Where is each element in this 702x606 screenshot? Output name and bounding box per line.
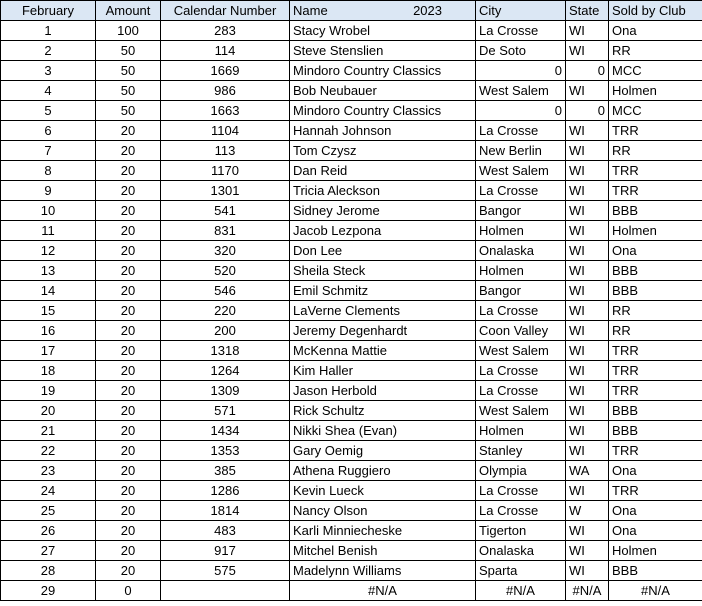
cell-sold-by-club[interactable]: BBB (609, 421, 702, 441)
cell-calendar-number[interactable]: 1264 (161, 361, 290, 381)
cell-city[interactable]: #N/A (476, 581, 566, 601)
cell-name[interactable]: Nancy Olson (290, 501, 476, 521)
cell-february[interactable]: 6 (1, 121, 96, 141)
cell-city[interactable]: De Soto (476, 41, 566, 61)
table-row (1, 461, 702, 481)
header-amount[interactable]: Amount (96, 1, 161, 21)
cell-february[interactable]: 9 (1, 181, 96, 201)
cell-sold-by-club[interactable]: Ona (609, 21, 702, 41)
cell-state[interactable]: W (566, 501, 609, 521)
cell-state[interactable]: WI (566, 381, 609, 401)
table-row (1, 201, 702, 221)
table-row (1, 361, 702, 381)
cell-february[interactable]: 22 (1, 441, 96, 461)
cell-amount[interactable]: 50 (96, 81, 161, 101)
cell-name[interactable]: #N/A (290, 581, 476, 601)
cell-name[interactable]: Tom Czysz (290, 141, 476, 161)
cell-sold-by-club[interactable]: RR (609, 141, 702, 161)
cell-calendar-number[interactable]: 1104 (161, 121, 290, 141)
cell-sold-by-club[interactable]: BBB (609, 201, 702, 221)
cell-february[interactable]: 10 (1, 201, 96, 221)
cell-city[interactable]: Olympia (476, 461, 566, 481)
cell-amount[interactable]: 20 (96, 461, 161, 481)
header-february[interactable]: February (1, 1, 96, 21)
cell-state[interactable]: WI (566, 41, 609, 61)
cell-february[interactable]: 2 (1, 41, 96, 61)
table-row (1, 561, 702, 581)
cell-sold-by-club[interactable]: Ona (609, 241, 702, 261)
table-row (1, 221, 702, 241)
cell-name[interactable]: Jason Herbold (290, 381, 476, 401)
cell-state[interactable]: WI (566, 321, 609, 341)
cell-city[interactable]: La Crosse (476, 481, 566, 501)
cell-calendar-number[interactable]: 1170 (161, 161, 290, 181)
cell-amount[interactable]: 20 (96, 201, 161, 221)
header-row (1, 1, 702, 21)
cell-city[interactable]: La Crosse (476, 301, 566, 321)
cell-february[interactable]: 19 (1, 381, 96, 401)
table-row (1, 421, 702, 441)
cell-sold-by-club[interactable]: TRR (609, 161, 702, 181)
cell-amount[interactable]: 20 (96, 481, 161, 501)
cell-calendar-number[interactable]: 320 (161, 241, 290, 261)
cell-amount[interactable]: 20 (96, 361, 161, 381)
cell-city[interactable]: Stanley (476, 441, 566, 461)
cell-name[interactable]: Sidney Jerome (290, 201, 476, 221)
table-row (1, 21, 702, 41)
cell-name[interactable]: Madelynn Williams (290, 561, 476, 581)
cell-city[interactable]: 0 (476, 61, 566, 81)
cell-calendar-number[interactable]: 520 (161, 261, 290, 281)
cell-city[interactable]: La Crosse (476, 381, 566, 401)
cell-state[interactable]: WI (566, 341, 609, 361)
cell-city[interactable]: 0 (476, 101, 566, 121)
cell-state[interactable]: WI (566, 561, 609, 581)
header-year: 2023 (413, 3, 442, 18)
cell-name[interactable]: Sheila Steck (290, 261, 476, 281)
cell-state[interactable]: WI (566, 141, 609, 161)
table-row (1, 521, 702, 541)
cell-city[interactable]: West Salem (476, 401, 566, 421)
cell-february[interactable]: 4 (1, 81, 96, 101)
cell-amount[interactable]: 100 (96, 21, 161, 41)
cell-state[interactable]: WI (566, 121, 609, 141)
table-row (1, 501, 702, 521)
cell-february[interactable]: 5 (1, 101, 96, 121)
cell-amount[interactable]: 20 (96, 141, 161, 161)
cell-sold-by-club[interactable]: BBB (609, 401, 702, 421)
cell-sold-by-club[interactable]: Ona (609, 521, 702, 541)
cell-amount[interactable]: 20 (96, 161, 161, 181)
cell-calendar-number[interactable]: 1814 (161, 501, 290, 521)
cell-calendar-number[interactable]: 483 (161, 521, 290, 541)
cell-name[interactable]: Jeremy Degenhardt (290, 321, 476, 341)
cell-february[interactable]: 14 (1, 281, 96, 301)
cell-calendar-number[interactable]: 283 (161, 21, 290, 41)
cell-sold-by-club[interactable]: Holmen (609, 221, 702, 241)
cell-calendar-number[interactable]: 1434 (161, 421, 290, 441)
cell-february[interactable]: 13 (1, 261, 96, 281)
cell-calendar-number[interactable]: 114 (161, 41, 290, 61)
cell-sold-by-club[interactable]: BBB (609, 561, 702, 581)
cell-amount[interactable]: 20 (96, 181, 161, 201)
cell-city[interactable]: Bangor (476, 201, 566, 221)
header-city[interactable]: City (476, 1, 566, 21)
cell-city[interactable]: West Salem (476, 341, 566, 361)
cell-state[interactable]: WI (566, 81, 609, 101)
cell-state[interactable]: #N/A (566, 581, 609, 601)
cell-name[interactable]: Nikki Shea (Evan) (290, 421, 476, 441)
cell-sold-by-club[interactable]: MCC (609, 101, 702, 121)
cell-calendar-number[interactable]: 1286 (161, 481, 290, 501)
cell-name[interactable]: Kim Haller (290, 361, 476, 381)
cell-state[interactable]: WI (566, 221, 609, 241)
cell-sold-by-club[interactable]: TRR (609, 121, 702, 141)
cell-sold-by-club[interactable]: Ona (609, 501, 702, 521)
cell-february[interactable]: 21 (1, 421, 96, 441)
cell-calendar-number[interactable]: 1301 (161, 181, 290, 201)
cell-february[interactable]: 29 (1, 581, 96, 601)
cell-february[interactable]: 3 (1, 61, 96, 81)
cell-city[interactable]: West Salem (476, 81, 566, 101)
cell-calendar-number[interactable]: 1309 (161, 381, 290, 401)
cell-state[interactable]: WI (566, 401, 609, 421)
table-row (1, 121, 702, 141)
cell-name[interactable]: Bob Neubauer (290, 81, 476, 101)
header-state[interactable]: State (566, 1, 609, 21)
cell-february[interactable]: 27 (1, 541, 96, 561)
cell-sold-by-club[interactable]: #N/A (609, 581, 702, 601)
header-name-label: Name (293, 3, 328, 18)
table-row (1, 381, 702, 401)
cell-february[interactable]: 18 (1, 361, 96, 381)
cell-sold-by-club[interactable]: RR (609, 301, 702, 321)
table-row (1, 241, 702, 261)
cell-february[interactable]: 24 (1, 481, 96, 501)
cell-amount[interactable]: 20 (96, 341, 161, 361)
table-row (1, 481, 702, 501)
cell-state[interactable]: WI (566, 481, 609, 501)
cell-sold-by-club[interactable]: BBB (609, 281, 702, 301)
cell-name[interactable]: Steve Stenslien (290, 41, 476, 61)
cell-sold-by-club[interactable]: TRR (609, 361, 702, 381)
cell-state[interactable]: WA (566, 461, 609, 481)
cell-amount[interactable]: 20 (96, 421, 161, 441)
cell-february[interactable]: 25 (1, 501, 96, 521)
cell-name[interactable]: Emil Schmitz (290, 281, 476, 301)
table-row (1, 341, 702, 361)
cell-calendar-number[interactable]: 575 (161, 561, 290, 581)
cell-city[interactable]: Holmen (476, 221, 566, 241)
cell-calendar-number[interactable]: 546 (161, 281, 290, 301)
cell-state[interactable]: WI (566, 161, 609, 181)
cell-february[interactable]: 23 (1, 461, 96, 481)
cell-amount[interactable]: 50 (96, 101, 161, 121)
cell-february[interactable]: 16 (1, 321, 96, 341)
cell-calendar-number[interactable]: 220 (161, 301, 290, 321)
cell-amount[interactable]: 20 (96, 241, 161, 261)
cell-name[interactable]: Dan Reid (290, 161, 476, 181)
cell-calendar-number[interactable]: 1353 (161, 441, 290, 461)
cell-amount[interactable]: 20 (96, 121, 161, 141)
cell-name[interactable]: Kevin Lueck (290, 481, 476, 501)
cell-name[interactable]: Mitchel Benish (290, 541, 476, 561)
cell-state[interactable]: WI (566, 21, 609, 41)
cell-calendar-number[interactable]: 571 (161, 401, 290, 421)
cell-city[interactable]: Holmen (476, 421, 566, 441)
cell-february[interactable]: 26 (1, 521, 96, 541)
cell-state[interactable]: 0 (566, 101, 609, 121)
cell-city[interactable]: La Crosse (476, 21, 566, 41)
cell-city[interactable]: La Crosse (476, 501, 566, 521)
cell-name[interactable]: Hannah Johnson (290, 121, 476, 141)
cell-sold-by-club[interactable]: BBB (609, 261, 702, 281)
header-sold-by-club[interactable]: Sold by Club (609, 1, 702, 21)
cell-amount[interactable]: 20 (96, 401, 161, 421)
cell-state[interactable]: WI (566, 541, 609, 561)
table-row (1, 541, 702, 561)
table-row (1, 61, 702, 81)
cell-name[interactable]: Athena Ruggiero (290, 461, 476, 481)
cell-calendar-number[interactable] (161, 581, 290, 601)
cell-amount[interactable]: 20 (96, 381, 161, 401)
cell-city[interactable]: Onalaska (476, 541, 566, 561)
table-row (1, 81, 702, 101)
cell-city[interactable]: New Berlin (476, 141, 566, 161)
cell-sold-by-club[interactable]: TRR (609, 341, 702, 361)
cell-name[interactable]: McKenna Mattie (290, 341, 476, 361)
cell-amount[interactable]: 50 (96, 61, 161, 81)
cell-name[interactable]: Gary Oemig (290, 441, 476, 461)
cell-city[interactable]: Tigerton (476, 521, 566, 541)
cell-name[interactable]: Karli Minniecheske (290, 521, 476, 541)
table-row (1, 401, 702, 421)
cell-name[interactable]: Don Lee (290, 241, 476, 261)
cell-state[interactable]: WI (566, 281, 609, 301)
cell-state[interactable]: WI (566, 261, 609, 281)
cell-february[interactable]: 20 (1, 401, 96, 421)
cell-amount[interactable]: 20 (96, 221, 161, 241)
cell-sold-by-club[interactable]: MCC (609, 61, 702, 81)
header-name[interactable] (290, 1, 476, 21)
cell-february[interactable]: 12 (1, 241, 96, 261)
cell-calendar-number[interactable]: 541 (161, 201, 290, 221)
cell-state[interactable]: WI (566, 361, 609, 381)
cell-february[interactable]: 15 (1, 301, 96, 321)
cell-sold-by-club[interactable]: TRR (609, 381, 702, 401)
table-row (1, 281, 702, 301)
cell-city[interactable]: Onalaska (476, 241, 566, 261)
cell-amount[interactable]: 0 (96, 581, 161, 601)
cell-name[interactable]: LaVerne Clements (290, 301, 476, 321)
cell-name[interactable]: Jacob Lezpona (290, 221, 476, 241)
cell-name[interactable]: Tricia Aleckson (290, 181, 476, 201)
cell-state[interactable]: WI (566, 441, 609, 461)
table-row (1, 181, 702, 201)
table-row (1, 41, 702, 61)
cell-city[interactable]: La Crosse (476, 181, 566, 201)
cell-sold-by-club[interactable]: Holmen (609, 541, 702, 561)
cell-amount[interactable]: 20 (96, 561, 161, 581)
cell-calendar-number[interactable]: 831 (161, 221, 290, 241)
cell-amount[interactable]: 20 (96, 321, 161, 341)
table-row (1, 441, 702, 461)
table-row (1, 321, 702, 341)
cell-name[interactable]: Stacy Wrobel (290, 21, 476, 41)
cell-calendar-number[interactable]: 986 (161, 81, 290, 101)
cell-amount[interactable]: 20 (96, 501, 161, 521)
cell-calendar-number[interactable]: 1669 (161, 61, 290, 81)
cell-amount[interactable]: 50 (96, 41, 161, 61)
cell-city[interactable]: Bangor (476, 281, 566, 301)
cell-name[interactable]: Rick Schultz (290, 401, 476, 421)
cell-calendar-number[interactable]: 917 (161, 541, 290, 561)
cell-sold-by-club[interactable]: RR (609, 321, 702, 341)
cell-name[interactable]: Mindoro Country Classics (290, 61, 476, 81)
cell-city[interactable]: Holmen (476, 261, 566, 281)
cell-amount[interactable]: 20 (96, 261, 161, 281)
cell-sold-by-club[interactable]: Ona (609, 461, 702, 481)
cell-state[interactable]: WI (566, 521, 609, 541)
table-row (1, 581, 702, 601)
cell-state[interactable]: WI (566, 201, 609, 221)
table-row (1, 101, 702, 121)
cell-city[interactable]: La Crosse (476, 361, 566, 381)
cell-state[interactable]: WI (566, 301, 609, 321)
cell-state[interactable]: 0 (566, 61, 609, 81)
cell-state[interactable]: WI (566, 421, 609, 441)
cell-february[interactable]: 1 (1, 21, 96, 41)
table-row (1, 261, 702, 281)
cell-february[interactable]: 7 (1, 141, 96, 161)
header-calendar-number[interactable]: Calendar Number (161, 1, 290, 21)
cell-sold-by-club[interactable]: TRR (609, 181, 702, 201)
cell-city[interactable]: Sparta (476, 561, 566, 581)
cell-amount[interactable]: 20 (96, 541, 161, 561)
table-row (1, 141, 702, 161)
cell-state[interactable]: WI (566, 241, 609, 261)
cell-sold-by-club[interactable]: Holmen (609, 81, 702, 101)
cell-city[interactable]: West Salem (476, 161, 566, 181)
cell-sold-by-club[interactable]: RR (609, 41, 702, 61)
cell-sold-by-club[interactable]: TRR (609, 481, 702, 501)
cell-calendar-number[interactable]: 113 (161, 141, 290, 161)
cell-amount[interactable]: 20 (96, 521, 161, 541)
cell-february[interactable]: 17 (1, 341, 96, 361)
cell-february[interactable]: 28 (1, 561, 96, 581)
cell-february[interactable]: 11 (1, 221, 96, 241)
cell-amount[interactable]: 20 (96, 301, 161, 321)
cell-name[interactable]: Mindoro Country Classics (290, 101, 476, 121)
cell-february[interactable]: 8 (1, 161, 96, 181)
cell-sold-by-club[interactable]: TRR (609, 441, 702, 461)
cell-calendar-number[interactable]: 385 (161, 461, 290, 481)
cell-calendar-number[interactable]: 1318 (161, 341, 290, 361)
cell-city[interactable]: Coon Valley (476, 321, 566, 341)
cell-amount[interactable]: 20 (96, 441, 161, 461)
cell-amount[interactable]: 20 (96, 281, 161, 301)
cell-state[interactable]: WI (566, 181, 609, 201)
table-row (1, 161, 702, 181)
cell-calendar-number[interactable]: 1663 (161, 101, 290, 121)
cell-calendar-number[interactable]: 200 (161, 321, 290, 341)
table-row (1, 301, 702, 321)
cell-city[interactable]: La Crosse (476, 121, 566, 141)
